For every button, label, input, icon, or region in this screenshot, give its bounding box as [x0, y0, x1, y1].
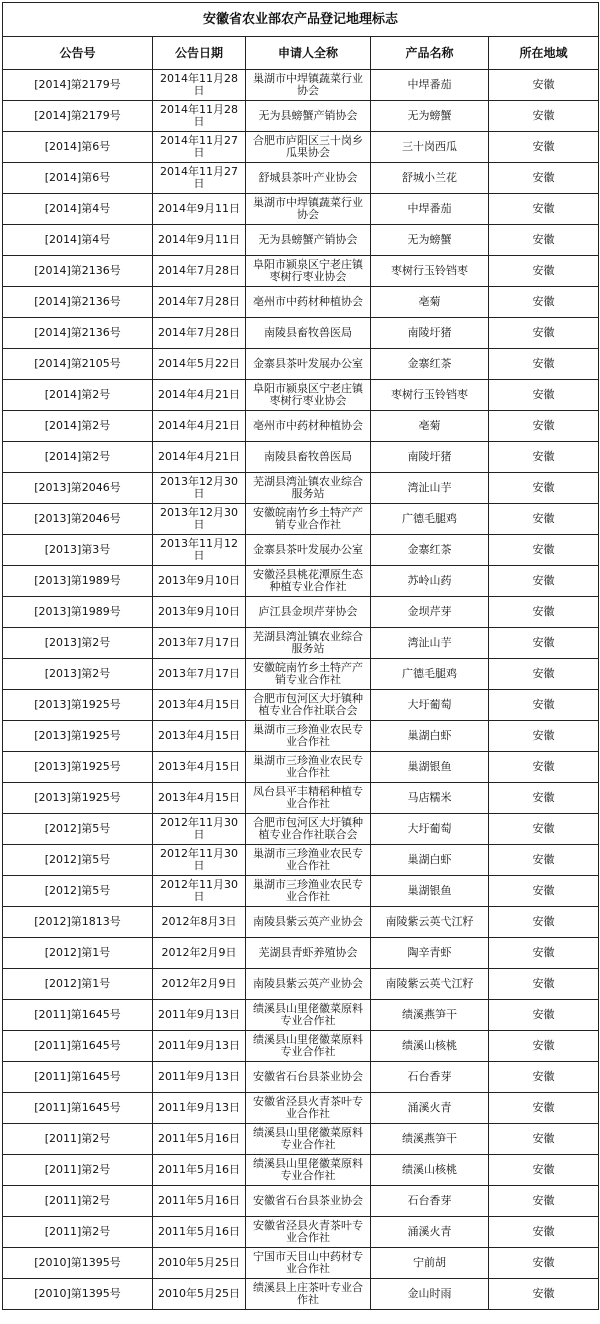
table-row: [3, 318, 599, 349]
cell-region: 安徽: [489, 969, 599, 1000]
cell-applicant: 巢湖市三珍渔业农民专业合作社: [246, 845, 371, 876]
cell-applicant: 庐江县金坝芹芽协会: [246, 597, 371, 628]
cell-announcement-date: 2013年12月30日: [153, 504, 246, 535]
table-row: [3, 566, 599, 597]
cell-region: 安徽: [489, 659, 599, 690]
cell-announcement-no: [2014]第2179号: [3, 70, 153, 101]
table-row: [3, 349, 599, 380]
cell-applicant: 巢湖市三珍渔业农民专业合作社: [246, 721, 371, 752]
cell-region: 安徽: [489, 1000, 599, 1031]
cell-applicant: 凤台县平丰精稻种植专业合作社: [246, 783, 371, 814]
cell-applicant: 绩溪县山里佬徽菜原料专业合作社: [246, 1155, 371, 1186]
cell-applicant: 合肥市包河区大圩镇种植专业合作社联合会: [246, 814, 371, 845]
cell-applicant: 亳州市中药材种植协会: [246, 287, 371, 318]
table-row: [3, 380, 599, 411]
cell-announcement-no: [2013]第1925号: [3, 721, 153, 752]
cell-announcement-no: [2012]第5号: [3, 814, 153, 845]
cell-product: 大圩葡萄: [371, 814, 489, 845]
cell-announcement-no: [2012]第1号: [3, 938, 153, 969]
cell-region: 安徽: [489, 442, 599, 473]
cell-product: 巢湖银鱼: [371, 752, 489, 783]
cell-region: 安徽: [489, 287, 599, 318]
table-row: [3, 411, 599, 442]
cell-applicant: 安徽省泾县火青茶叶专业合作社: [246, 1093, 371, 1124]
cell-region: 安徽: [489, 473, 599, 504]
cell-announcement-date: 2014年4月21日: [153, 411, 246, 442]
table-row: [3, 1062, 599, 1093]
cell-announcement-no: [2014]第6号: [3, 163, 153, 194]
header-product: 产品名称: [371, 37, 489, 70]
cell-product: 金寨红茶: [371, 349, 489, 380]
cell-announcement-no: [2012]第1813号: [3, 907, 153, 938]
cell-announcement-date: 2013年4月15日: [153, 783, 246, 814]
cell-announcement-no: [2013]第1925号: [3, 752, 153, 783]
cell-announcement-no: [2013]第1989号: [3, 566, 153, 597]
cell-announcement-date: 2013年4月15日: [153, 752, 246, 783]
cell-announcement-no: [2014]第2136号: [3, 256, 153, 287]
cell-region: 安徽: [489, 225, 599, 256]
table-row: [3, 473, 599, 504]
table-row: [3, 194, 599, 225]
table-row: [3, 1217, 599, 1248]
cell-announcement-date: 2011年9月13日: [153, 1093, 246, 1124]
cell-region: 安徽: [489, 907, 599, 938]
cell-applicant: 无为县螃蟹产销协会: [246, 225, 371, 256]
cell-product: 无为螃蟹: [371, 101, 489, 132]
cell-product: 南陵紫云英弋江籽: [371, 969, 489, 1000]
cell-applicant: 南陵县紫云英产业协会: [246, 907, 371, 938]
cell-applicant: 南陵县畜牧兽医局: [246, 442, 371, 473]
cell-announcement-date: 2014年5月22日: [153, 349, 246, 380]
cell-announcement-no: [2013]第2号: [3, 659, 153, 690]
table-row: [3, 659, 599, 690]
cell-region: 安徽: [489, 783, 599, 814]
cell-announcement-no: [2013]第1925号: [3, 690, 153, 721]
table-row: [3, 70, 599, 101]
table-row: [3, 752, 599, 783]
cell-announcement-no: [2011]第2号: [3, 1124, 153, 1155]
table-row: [3, 163, 599, 194]
cell-applicant: 安徽泾县桃花潭原生态种植专业合作社: [246, 566, 371, 597]
cell-region: 安徽: [489, 814, 599, 845]
cell-announcement-no: [2014]第2号: [3, 442, 153, 473]
cell-announcement-date: 2011年5月16日: [153, 1155, 246, 1186]
cell-announcement-date: 2013年9月10日: [153, 597, 246, 628]
cell-region: 安徽: [489, 1186, 599, 1217]
cell-product: 亳菊: [371, 287, 489, 318]
cell-announcement-no: [2011]第2号: [3, 1217, 153, 1248]
cell-applicant: 巢湖市中垾镇蔬菜行业协会: [246, 194, 371, 225]
table-row: [3, 535, 599, 566]
cell-region: 安徽: [489, 1031, 599, 1062]
cell-region: 安徽: [489, 132, 599, 163]
cell-applicant: 芜湖县湾沚镇农业综合服务站: [246, 473, 371, 504]
header-row: [3, 37, 599, 70]
table-row: [3, 442, 599, 473]
cell-region: 安徽: [489, 566, 599, 597]
cell-product: 亳菊: [371, 411, 489, 442]
cell-product: 南陵紫云英弋江籽: [371, 907, 489, 938]
cell-announcement-no: [2011]第1645号: [3, 1093, 153, 1124]
cell-product: 广德毛腿鸡: [371, 659, 489, 690]
cell-announcement-no: [2014]第2136号: [3, 318, 153, 349]
cell-product: 广德毛腿鸡: [371, 504, 489, 535]
cell-announcement-date: 2013年4月15日: [153, 721, 246, 752]
table-row: [3, 690, 599, 721]
cell-region: 安徽: [489, 845, 599, 876]
table-row: [3, 1093, 599, 1124]
cell-applicant: 亳州市中药材种植协会: [246, 411, 371, 442]
cell-announcement-no: [2013]第3号: [3, 535, 153, 566]
cell-announcement-date: 2010年5月25日: [153, 1279, 246, 1310]
cell-announcement-no: [2011]第1645号: [3, 1062, 153, 1093]
cell-announcement-no: [2014]第2136号: [3, 287, 153, 318]
cell-announcement-date: 2011年5月16日: [153, 1124, 246, 1155]
header-region: 所在地域: [489, 37, 599, 70]
table-row: [3, 876, 599, 907]
cell-region: 安徽: [489, 1062, 599, 1093]
cell-applicant: 无为县螃蟹产销协会: [246, 101, 371, 132]
cell-announcement-no: [2010]第1395号: [3, 1248, 153, 1279]
cell-announcement-no: [2014]第2号: [3, 380, 153, 411]
table-row: [3, 1186, 599, 1217]
cell-applicant: 芜湖县青虾养殖协会: [246, 938, 371, 969]
table-title: 安徽省农业部农产品登记地理标志: [3, 3, 599, 37]
cell-product: 舒城小兰花: [371, 163, 489, 194]
cell-announcement-date: 2012年8月3日: [153, 907, 246, 938]
cell-product: 巢湖白虾: [371, 845, 489, 876]
cell-announcement-no: [2011]第2号: [3, 1186, 153, 1217]
cell-product: 湾沚山芋: [371, 473, 489, 504]
cell-product: 巢湖银鱼: [371, 876, 489, 907]
cell-announcement-no: [2012]第5号: [3, 876, 153, 907]
cell-announcement-no: [2013]第2046号: [3, 504, 153, 535]
cell-product: 金山时雨: [371, 1279, 489, 1310]
cell-announcement-no: [2010]第1395号: [3, 1279, 153, 1310]
cell-applicant: 绩溪县山里佬徽菜原料专业合作社: [246, 1124, 371, 1155]
cell-announcement-date: 2011年5月16日: [153, 1186, 246, 1217]
cell-applicant: 绩溪县山里佬徽菜原料专业合作社: [246, 1000, 371, 1031]
cell-announcement-date: 2014年11月27日: [153, 132, 246, 163]
cell-announcement-no: [2013]第1989号: [3, 597, 153, 628]
cell-applicant: 阜阳市颍泉区宁老庄镇枣树行枣业协会: [246, 380, 371, 411]
cell-region: 安徽: [489, 349, 599, 380]
cell-region: 安徽: [489, 535, 599, 566]
cell-announcement-no: [2014]第6号: [3, 132, 153, 163]
cell-product: 绩溪燕笋干: [371, 1000, 489, 1031]
table-row: [3, 845, 599, 876]
table-row: [3, 907, 599, 938]
cell-announcement-date: 2014年7月28日: [153, 287, 246, 318]
cell-region: 安徽: [489, 380, 599, 411]
cell-product: 南陵圩猪: [371, 318, 489, 349]
cell-product: 陶辛青虾: [371, 938, 489, 969]
cell-announcement-date: 2013年7月17日: [153, 659, 246, 690]
table-row: [3, 783, 599, 814]
cell-applicant: 巢湖市中垾镇蔬菜行业协会: [246, 70, 371, 101]
cell-region: 安徽: [489, 597, 599, 628]
table-row: [3, 597, 599, 628]
cell-announcement-date: 2011年9月13日: [153, 1062, 246, 1093]
cell-applicant: 阜阳市颍泉区宁老庄镇枣树行枣业协会: [246, 256, 371, 287]
table-row: [3, 1279, 599, 1310]
cell-applicant: 绩溪县上庄茶叶专业合作社: [246, 1279, 371, 1310]
table-row: [3, 256, 599, 287]
cell-region: 安徽: [489, 318, 599, 349]
header-applicant: 申请人全称: [246, 37, 371, 70]
cell-applicant: 巢湖市三珍渔业农民专业合作社: [246, 752, 371, 783]
cell-product: 湾沚山芋: [371, 628, 489, 659]
cell-region: 安徽: [489, 690, 599, 721]
cell-applicant: 绩溪县山里佬徽菜原料专业合作社: [246, 1031, 371, 1062]
table-row: [3, 101, 599, 132]
cell-region: 安徽: [489, 1124, 599, 1155]
cell-product: 枣树行玉铃铛枣: [371, 256, 489, 287]
cell-announcement-date: 2014年11月27日: [153, 163, 246, 194]
cell-region: 安徽: [489, 1217, 599, 1248]
cell-announcement-no: [2011]第1645号: [3, 1000, 153, 1031]
cell-product: 中垾番茄: [371, 194, 489, 225]
table-row: [3, 504, 599, 535]
header-announcement-date: 公告日期: [153, 37, 246, 70]
cell-announcement-date: 2014年11月28日: [153, 101, 246, 132]
cell-applicant: 安徽省石台县茶业协会: [246, 1186, 371, 1217]
cell-region: 安徽: [489, 163, 599, 194]
table-row: [3, 1124, 599, 1155]
cell-region: 安徽: [489, 1248, 599, 1279]
cell-product: 无为螃蟹: [371, 225, 489, 256]
table-row: [3, 721, 599, 752]
cell-applicant: 南陵县畜牧兽医局: [246, 318, 371, 349]
cell-announcement-no: [2014]第4号: [3, 225, 153, 256]
cell-region: 安徽: [489, 256, 599, 287]
cell-region: 安徽: [489, 504, 599, 535]
cell-region: 安徽: [489, 70, 599, 101]
table-row: [3, 969, 599, 1000]
table-row: [3, 1155, 599, 1186]
cell-applicant: 宁国市天目山中药材专业合作社: [246, 1248, 371, 1279]
cell-product: 绩溪山核桃: [371, 1031, 489, 1062]
cell-announcement-date: 2012年11月30日: [153, 845, 246, 876]
cell-region: 安徽: [489, 1279, 599, 1310]
cell-announcement-no: [2014]第2105号: [3, 349, 153, 380]
cell-product: 中垾番茄: [371, 70, 489, 101]
cell-announcement-no: [2013]第1925号: [3, 783, 153, 814]
cell-announcement-no: [2014]第4号: [3, 194, 153, 225]
cell-announcement-no: [2011]第1645号: [3, 1031, 153, 1062]
cell-applicant: 安徽皖南竹乡土特产产销专业合作社: [246, 504, 371, 535]
cell-announcement-no: [2014]第2179号: [3, 101, 153, 132]
cell-product: 涌溪火青: [371, 1217, 489, 1248]
cell-announcement-date: 2013年9月10日: [153, 566, 246, 597]
cell-applicant: 南陵县紫云英产业协会: [246, 969, 371, 1000]
cell-region: 安徽: [489, 938, 599, 969]
table-row: [3, 814, 599, 845]
cell-applicant: 芜湖县湾沚镇农业综合服务站: [246, 628, 371, 659]
cell-product: 枣树行玉铃铛枣: [371, 380, 489, 411]
cell-announcement-date: 2011年5月16日: [153, 1217, 246, 1248]
cell-applicant: 安徽皖南竹乡土特产产销专业合作社: [246, 659, 371, 690]
cell-product: 马店糯米: [371, 783, 489, 814]
cell-product: 绩溪山核桃: [371, 1155, 489, 1186]
cell-applicant: 安徽省石台县茶业协会: [246, 1062, 371, 1093]
cell-announcement-date: 2014年11月28日: [153, 70, 246, 101]
cell-announcement-no: [2013]第2046号: [3, 473, 153, 504]
cell-product: 金坝芹芽: [371, 597, 489, 628]
cell-announcement-date: 2012年2月9日: [153, 969, 246, 1000]
cell-product: 南陵圩猪: [371, 442, 489, 473]
table-row: [3, 225, 599, 256]
cell-applicant: 合肥市包河区大圩镇种植专业合作社联合会: [246, 690, 371, 721]
cell-announcement-date: 2014年4月21日: [153, 380, 246, 411]
table-row: [3, 938, 599, 969]
table-body: [3, 70, 599, 1310]
cell-announcement-date: 2012年11月30日: [153, 876, 246, 907]
cell-region: 安徽: [489, 752, 599, 783]
cell-region: 安徽: [489, 721, 599, 752]
cell-announcement-date: 2014年7月28日: [153, 256, 246, 287]
cell-region: 安徽: [489, 876, 599, 907]
cell-announcement-date: 2014年9月11日: [153, 225, 246, 256]
cell-announcement-date: 2014年4月21日: [153, 442, 246, 473]
cell-applicant: 巢湖市三珍渔业农民专业合作社: [246, 876, 371, 907]
cell-product: 石台香芽: [371, 1062, 489, 1093]
cell-product: 宁前胡: [371, 1248, 489, 1279]
cell-announcement-date: 2013年12月30日: [153, 473, 246, 504]
table-row: [3, 1000, 599, 1031]
table-row: [3, 628, 599, 659]
header-announcement-no: 公告号: [3, 37, 153, 70]
cell-product: 苏岭山药: [371, 566, 489, 597]
cell-region: 安徽: [489, 101, 599, 132]
registry-table: [2, 2, 599, 1310]
cell-region: 安徽: [489, 1155, 599, 1186]
cell-announcement-date: 2012年2月9日: [153, 938, 246, 969]
cell-product: 巢湖白虾: [371, 721, 489, 752]
cell-product: 石台香芽: [371, 1186, 489, 1217]
cell-product: 三十岗西瓜: [371, 132, 489, 163]
cell-announcement-date: 2010年5月25日: [153, 1248, 246, 1279]
cell-applicant: 舒城县茶叶产业协会: [246, 163, 371, 194]
cell-applicant: 金寨县茶叶发展办公室: [246, 349, 371, 380]
cell-announcement-date: 2014年9月11日: [153, 194, 246, 225]
cell-applicant: 合肥市庐阳区三十岗乡瓜果协会: [246, 132, 371, 163]
cell-announcement-date: 2013年7月17日: [153, 628, 246, 659]
cell-announcement-date: 2012年11月30日: [153, 814, 246, 845]
cell-announcement-no: [2011]第2号: [3, 1155, 153, 1186]
cell-announcement-no: [2013]第2号: [3, 628, 153, 659]
cell-region: 安徽: [489, 411, 599, 442]
cell-announcement-date: 2011年9月13日: [153, 1031, 246, 1062]
cell-region: 安徽: [489, 1093, 599, 1124]
cell-product: 金寨红茶: [371, 535, 489, 566]
cell-applicant: 安徽省泾县火青茶叶专业合作社: [246, 1217, 371, 1248]
cell-product: 大圩葡萄: [371, 690, 489, 721]
table-row: [3, 287, 599, 318]
cell-product: 绩溪燕笋干: [371, 1124, 489, 1155]
table-row: [3, 1031, 599, 1062]
table-row: [3, 1248, 599, 1279]
cell-announcement-no: [2014]第2号: [3, 411, 153, 442]
cell-announcement-date: 2013年11月12日: [153, 535, 246, 566]
cell-announcement-date: 2011年9月13日: [153, 1000, 246, 1031]
cell-region: 安徽: [489, 194, 599, 225]
cell-applicant: 金寨县茶叶发展办公室: [246, 535, 371, 566]
cell-announcement-date: 2013年4月15日: [153, 690, 246, 721]
cell-announcement-no: [2012]第1号: [3, 969, 153, 1000]
cell-announcement-date: 2014年7月28日: [153, 318, 246, 349]
cell-product: 涌溪火青: [371, 1093, 489, 1124]
table-row: [3, 132, 599, 163]
cell-region: 安徽: [489, 628, 599, 659]
cell-announcement-no: [2012]第5号: [3, 845, 153, 876]
